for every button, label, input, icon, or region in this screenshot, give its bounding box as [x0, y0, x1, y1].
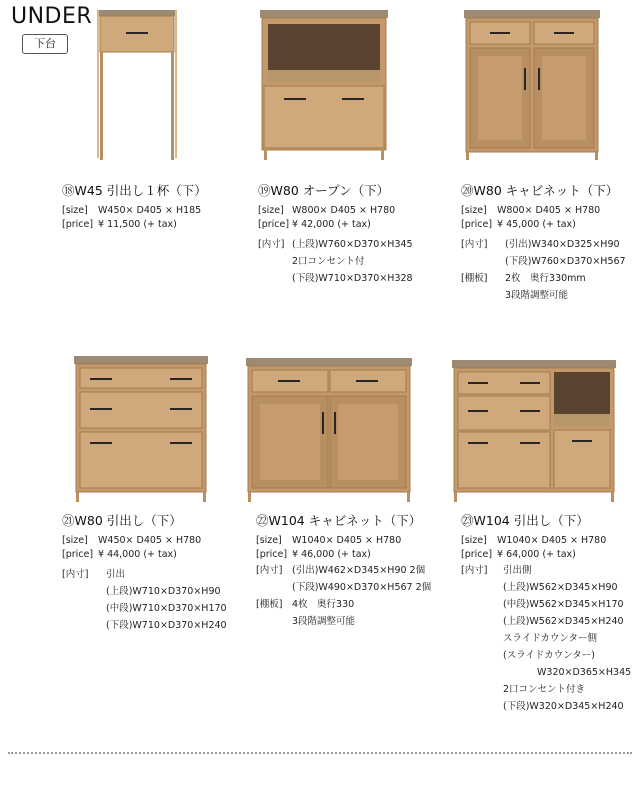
- detail-line: (スライドカウンター): [503, 650, 595, 661]
- detail-line: (上段)W562×D345×H240: [503, 616, 624, 627]
- size-value: W450× D405 × H780: [98, 535, 202, 546]
- inner-dimension-label: [内寸]: [461, 565, 488, 576]
- size-label: [size]: [461, 535, 487, 546]
- detail-line: 引出側: [503, 565, 532, 576]
- shelf-label: [棚板]: [461, 273, 488, 284]
- price-label: [price]: [62, 549, 94, 560]
- shelf-label: [棚板]: [256, 599, 283, 610]
- price-label: [price]: [258, 219, 290, 230]
- size-value: W1040× D405 × H780: [292, 535, 402, 546]
- product-name: ㉓W104 引出し（下）: [461, 513, 589, 528]
- detail-line: (下段)W320×D345×H240: [503, 701, 624, 712]
- page-title: UNDER: [11, 4, 93, 29]
- price-label: [price]: [62, 219, 94, 230]
- price-label: [price]: [256, 549, 288, 560]
- size-label: [size]: [256, 535, 282, 546]
- product-21: [62, 511, 227, 634]
- size-label: [size]: [62, 205, 88, 216]
- price-label: [price]: [461, 219, 493, 230]
- detail-line: 2枚 奥行330mm: [505, 273, 586, 284]
- inner-dimension-label: [内寸]: [461, 239, 488, 250]
- product-20: [461, 181, 626, 304]
- size-value: W1040× D405 × H780: [497, 535, 607, 546]
- product-image-20: [462, 10, 602, 160]
- product-image-18: [92, 10, 182, 160]
- price-label: [price]: [461, 549, 493, 560]
- category-badge: 下台: [22, 34, 68, 54]
- price-value: ¥ 45,000 (+ tax): [497, 219, 576, 230]
- product-22: [256, 511, 431, 630]
- detail-line: 4枚 奥行330: [292, 599, 355, 610]
- detail-line: スライドカウンター側: [503, 633, 598, 644]
- product-name: ⑳W80 キャビネット（下）: [461, 183, 619, 198]
- price-value: ¥ 44,000 (+ tax): [98, 549, 177, 560]
- size-label: [size]: [258, 205, 284, 216]
- product-name: ⑱W45 引出し１杯（下）: [62, 183, 207, 198]
- product-image-22: [244, 352, 414, 502]
- detail-line: (下段)W490×D370×H567 2個: [292, 582, 432, 593]
- price-value: ¥ 46,000 (+ tax): [292, 549, 371, 560]
- detail-line: (中段)W710×D370×H170: [106, 603, 227, 614]
- product-name: ㉑W80 引出し（下）: [62, 513, 182, 528]
- size-label: [size]: [461, 205, 487, 216]
- product-name: ⑲W80 オープン（下）: [258, 183, 390, 198]
- product-name: ㉒W104 キャビネット（下）: [256, 513, 422, 528]
- price-value: ¥ 42,000 (+ tax): [292, 219, 371, 230]
- product-23: [461, 511, 631, 715]
- detail-line: (下段)W710×D370×H328: [292, 273, 413, 284]
- detail-line: (引出)W340×D325×H90: [505, 239, 620, 250]
- size-label: [size]: [62, 535, 88, 546]
- product-19: [258, 181, 413, 287]
- detail-line: (下段)W710×D370×H240: [106, 620, 227, 631]
- detail-line: (上段)W710×D370×H90: [106, 586, 221, 597]
- size-value: W800× D405 × H780: [292, 205, 396, 216]
- detail-line: 2口コンセント付: [292, 256, 365, 267]
- product-image-23: [450, 352, 618, 502]
- detail-line: 3段階調整可能: [292, 616, 356, 627]
- inner-dimension-label: [内寸]: [62, 569, 89, 580]
- detail-line: (下段)W760×D370×H567: [505, 256, 626, 267]
- detail-line: (上段)W562×D345×H90: [503, 582, 618, 593]
- product-18: [62, 181, 207, 232]
- detail-line: 3段階調整可能: [505, 290, 569, 301]
- product-image-19: [258, 10, 390, 160]
- detail-line: W320×D365×H345: [537, 667, 632, 678]
- product-image-21: [72, 352, 210, 502]
- size-value: W800× D405 × H780: [497, 205, 601, 216]
- detail-line: (引出)W462×D345×H90 2個: [292, 565, 426, 576]
- inner-dimension-label: [内寸]: [256, 565, 283, 576]
- inner-dimension-label: [内寸]: [258, 239, 285, 250]
- price-value: ¥ 64,000 (+ tax): [497, 549, 576, 560]
- size-value: W450× D405 × H185: [98, 205, 202, 216]
- detail-line: 引出: [106, 569, 126, 580]
- price-value: ¥ 11,500 (+ tax): [98, 219, 177, 230]
- detail-line: (上段)W760×D370×H345: [292, 239, 413, 250]
- detail-line: 2口コンセント付き: [503, 684, 586, 695]
- dotted-divider: [8, 752, 632, 754]
- detail-line: (中段)W562×D345×H170: [503, 599, 624, 610]
